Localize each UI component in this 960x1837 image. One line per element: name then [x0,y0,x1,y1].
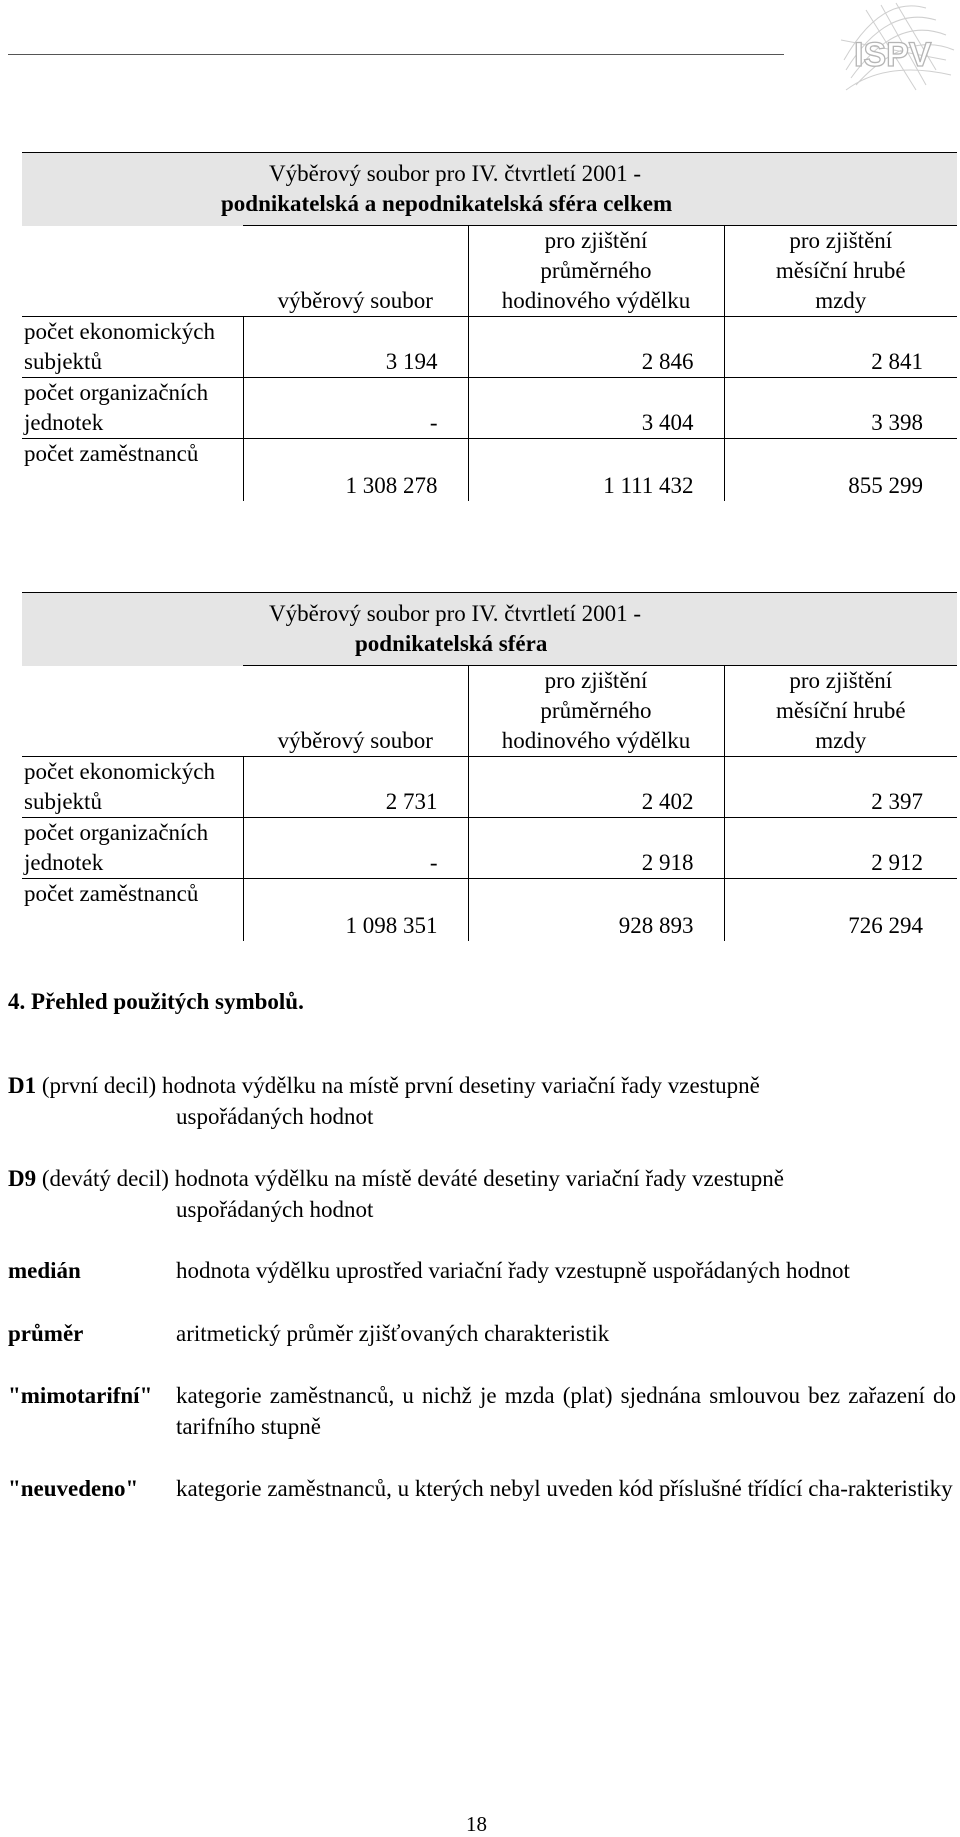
table-row [22,757,957,818]
table-header-row [22,226,957,317]
row-label: počet zaměstnanců [22,439,243,502]
row-label: počet ekonomických subjektů [22,317,243,378]
table-cell: 2 397 [724,757,957,818]
table-cell: 726 294 [848,913,924,938]
table-row [22,879,957,942]
definition-text-cont: uspořádaných hodnot [176,1104,374,1129]
definition-text: (první decil) hodnota výdělku na místě první desetiny variační řady vzestupně [41,1073,760,1098]
row-label: počet organizačních jednotek [22,818,243,879]
column-header: výběrový soubor [243,226,468,317]
definition-d9 [8,1163,956,1225]
table-cell: 2 841 [724,317,957,378]
definition-mimotarifni [8,1380,956,1442]
column-header: výběrový soubor [243,666,468,757]
table-whole-sphere [22,152,957,501]
table-row [22,818,957,879]
table-cell: 855 299 [848,473,924,498]
table-cell: 1 308 278 [243,439,468,502]
definition-d1 [8,1070,956,1132]
table-cell: 1 098 351 [243,879,468,942]
table-cell: 3 194 [243,317,468,378]
ispv-logo [826,0,960,100]
definition-text: hodnota výdělku uprostřed variační řady vzestupně uspořádaných hodnot [176,1258,850,1283]
table-cell: 2 918 [468,818,724,879]
table-cell: 2 912 [724,818,957,879]
definition-text: (devátý decil) hodnota výdělku na místě deváté desetiny variační řady vzestupně [41,1166,784,1191]
table-title-row [22,593,957,666]
section-heading: 4. Přehled použitých symbolů. [8,989,304,1014]
definition-text-cont: uspořádaných hodnot [176,1197,374,1222]
definition-term: "mimotarifní" [8,1383,153,1408]
table-cell: - [243,818,468,879]
definition-term: medián [8,1258,81,1283]
table-cell: 2 402 [468,757,724,818]
definition-term: D9 [8,1166,37,1191]
table-cell: 928 893 [468,879,724,942]
table-cell: 3 398 [724,378,957,439]
definition-average [8,1318,956,1349]
table-cell: 2 846 [468,317,724,378]
ispv-logo-icon [826,0,960,100]
definition-text: kategorie zaměstnanců, u kterých nebyl uveden kód příslušné třídící cha-rakteristiky [176,1476,953,1501]
table-header-row [22,666,957,757]
table-cell: 2 731 [243,757,468,818]
column-header: pro zjištění průměrného hodinového výdělku [468,666,724,757]
definition-neuvedeno [8,1473,956,1504]
column-header: pro zjištění průměrného hodinového výdělku [468,226,724,317]
svg-text:ISPV: ISPV [854,36,932,74]
column-header: pro zjištění měsíční hrubé mzdy [724,666,957,757]
table-cell: 3 404 [468,378,724,439]
table-cell: 1 111 432 [468,439,724,502]
table-business-sphere [22,592,957,941]
definition-median [8,1255,956,1286]
definition-text: aritmetický průměr zjišťovaných charakteristik [176,1321,610,1346]
table-cell: - [243,378,468,439]
header-rule [8,54,784,55]
definition-term: D1 [8,1073,37,1098]
column-header: pro zjištění měsíční hrubé mzdy [724,226,957,317]
definition-term: průměr [8,1321,84,1346]
page-number: 18 [466,1812,487,1836]
row-label: počet zaměstnanců [22,879,243,942]
table-title: Výběrový soubor pro IV. čtvrtletí 2001 - podnikatelská a nepodnikatelská sféra celkem [243,153,957,226]
row-label: počet ekonomických subjektů [22,757,243,818]
definition-term: "neuvedeno" [8,1476,139,1501]
table-row [22,378,957,439]
row-label: počet organizačních jednotek [22,378,243,439]
definition-text: kategorie zaměstnanců, u nichž je mzda (plat) sjednána smlouvou bez zařazení do tarifního stupně [176,1383,956,1439]
table-row [22,317,957,378]
table-title: Výběrový soubor pro IV. čtvrtletí 2001 - podnikatelská sféra [243,593,957,666]
table-row [22,439,957,502]
table-title-row [22,153,957,226]
